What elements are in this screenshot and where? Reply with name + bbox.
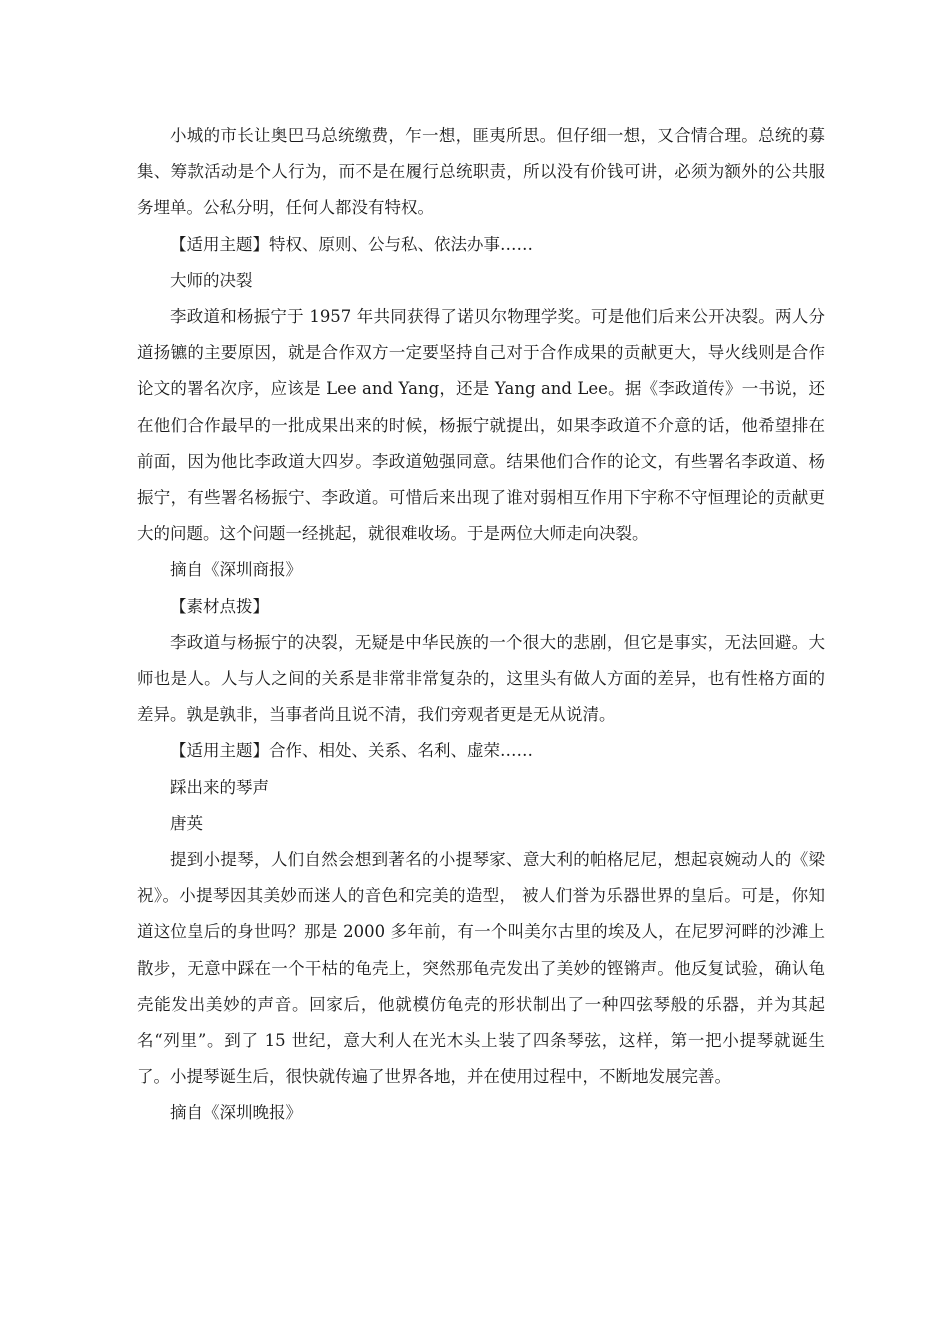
- applicable-topics-2: 【适用主题】合作、相处、关系、名利、虚荣……: [170, 741, 533, 761]
- applicable-topics-1: 【适用主题】特权、原则、公与私、依法办事……: [170, 234, 533, 254]
- section-title-masters-split: 大师的决裂: [170, 270, 253, 290]
- source-shenzhen-evening: 摘自《深圳晚报》: [170, 1103, 302, 1123]
- section-title-violin: 踩出来的琴声: [170, 777, 269, 797]
- author-name: 唐英: [170, 813, 203, 833]
- paragraph-obama-fee: 小城的市长让奥巴马总统缴费，乍一想，匪夷所思。但仔细一想，又合情合理。总统的募集、筹款活动是个人行为，而不是在履行总统职责，所以没有价钱可讲，必须为额外的公共服务埋单。公私分明，任何人都没有特权。: [137, 126, 825, 218]
- paragraph-comment: 李政道与杨振宁的决裂，无疑是中华民族的一个很大的悲剧，但它是事实，无法回避。大师也是人。人与人之间的关系是非常非常复杂的，这里头有做人方面的差异，也有性格方面的差异。孰是孰非，当事者尚且说不清，我们旁观者更是无从说清。: [137, 632, 825, 725]
- paragraph-lee-yang: 李政道和杨振宁于 1957 年共同获得了诺贝尔物理学奖。可是他们后来公开决裂。两人分道扬镳的主要原因，就是合作双方一定要坚持自己对于合作成果的贡献更大，导火线则是合作论文的署名次序，应该是 Lee and Yang，还是 Yang and Lee。据《李政道传》一书说，还在他们合作最早的一批成果出来的时候，杨振宁就提出，如果李政道不介意的话，他希望排在前面，因为他比李政道大四岁。李政道勉强同意。结果他们合作的论文，有些署名李政道、杨振宁，有些署名杨振宁、李政道。可惜后来出现了谁对弱相互作用下宇称不守恒理论的贡献更大的问题。这个问题一经挑起，就很难收场。于是两位大师走向决裂。: [137, 307, 825, 544]
- material-comment-heading: 【素材点拨】: [170, 596, 269, 616]
- paragraph-violin: 提到小提琴，人们自然会想到著名的小提琴家、意大利的帕格尼尼，想起哀婉动人的《梁祝》。小提琴因其美妙而迷人的音色和完美的造型， 被人们誉为乐器世界的皇后。可是，你知道这位皇后的身世吗？那是 2000 多年前，有一个叫美尔古里的埃及人，在尼罗河畔的沙滩上散步，无意中踩在一个干枯的龟壳上，突然那龟壳发出了美妙的铿锵声。他反复试验，确认龟壳能发出美妙的声音。回家后，他就模仿龟壳的形状制出了一种四弦琴般的乐器，并为其起名“列里”。到了 15 世纪，意大利人在光木头上装了四条琴弦，这样，第一把小提琴就诞生了。小提琴诞生后，很快就传遍了世界各地，并在使用过程中，不断地发展完善。: [137, 850, 825, 1087]
- document-body: [137, 118, 825, 1132]
- source-shenzhen-commercial: 摘自《深圳商报》: [170, 560, 302, 580]
